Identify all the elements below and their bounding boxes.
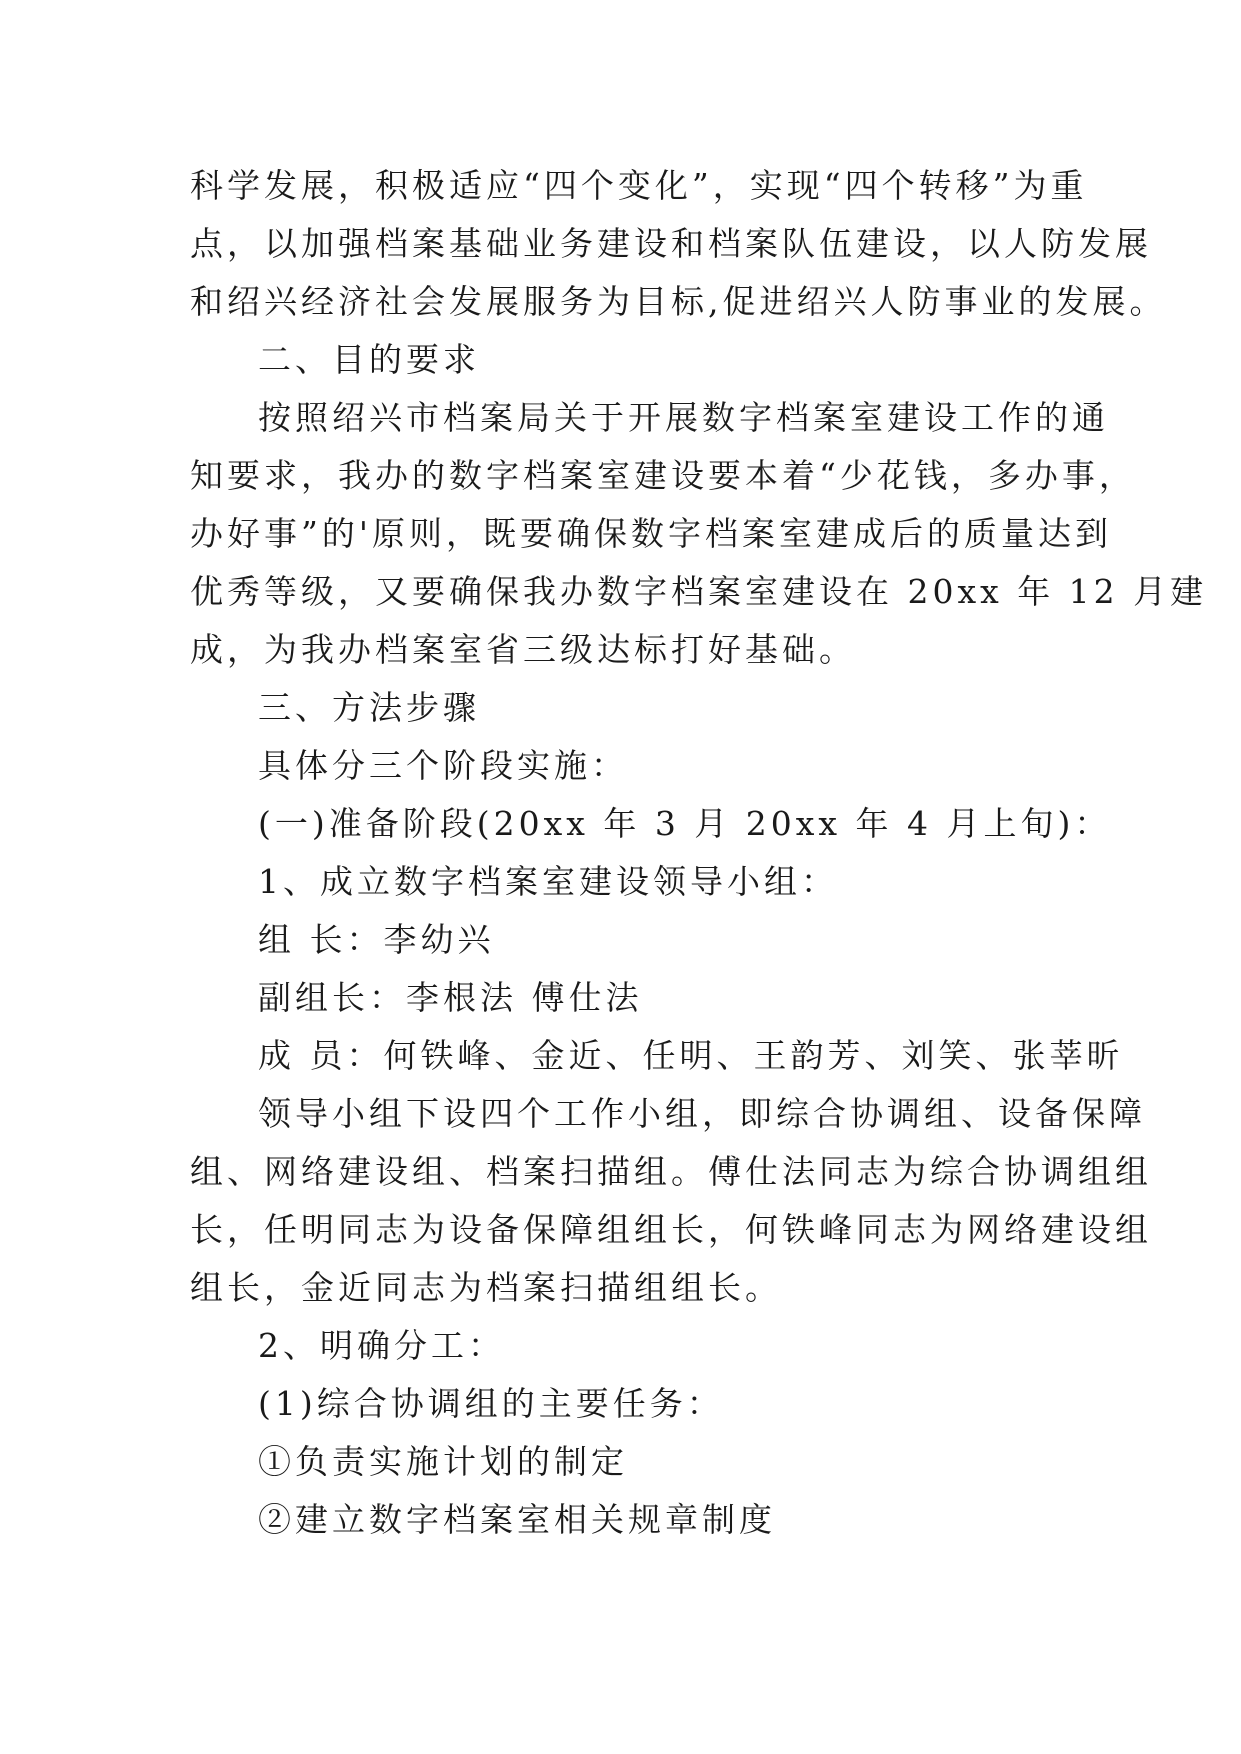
body-text-line: 长，任明同志为设备保障组组长，何铁峰同志为网络建设组 [190,1210,1152,1249]
body-text-line: 办好事”的'原则，既要确保数字档案室建成后的质量达到 [190,514,1112,553]
body-text-line: 科学发展，积极适应“四个变化”，实现“四个转移”为重 [190,166,1088,205]
body-text-line: 点，以加强档案基础业务建设和档案队伍建设，以人防发展 [190,224,1152,263]
body-text-line: 优秀等级，又要确保我办数字档案室建设在 20xx 年 12 月建 [190,572,1208,611]
body-text-line: 组 长：李幼兴 [258,920,495,959]
body-text-line: 2、明确分工： [258,1326,505,1365]
body-text-line: 1、成立数字档案室建设领导小组： [258,862,838,901]
section-heading: 二、目的要求 [258,340,480,379]
body-text-line: 成 员：何铁峰、金近、任明、王韵芳、刘笑、张莘昕 [258,1036,1124,1075]
body-text-line: (1)综合协调组的主要任务： [258,1384,724,1423]
body-text-line: 知要求，我办的数字档案室建设要本着“少花钱，多办事， [190,456,1136,495]
body-text-line: (一)准备阶段(20xx 年 3 月 20xx 年 4 月上旬)： [258,804,1112,843]
body-text-line: 和绍兴经济社会发展服务为目标,促进绍兴人防事业的发展。 [190,282,1167,321]
body-text-line: 组长，金近同志为档案扫描组组长。 [190,1268,782,1307]
body-text-line: 成，为我办档案室省三级达标打好基础。 [190,630,856,669]
section-heading: 三、方法步骤 [258,688,480,727]
body-text-line: 领导小组下设四个工作小组，即综合协调组、设备保障 [258,1094,1146,1133]
body-text-line: 按照绍兴市档案局关于开展数字档案室建设工作的通 [258,398,1109,437]
body-text-line: 组、网络建设组、档案扫描组。傅仕法同志为综合协调组组 [190,1152,1152,1191]
body-text-line: ②建立数字档案室相关规章制度 [258,1500,776,1539]
body-text-line: 具体分三个阶段实施： [258,746,628,785]
body-text-line: 副组长：李根法 傅仕法 [258,978,643,1017]
body-text-line: ①负责实施计划的制定 [258,1442,628,1481]
